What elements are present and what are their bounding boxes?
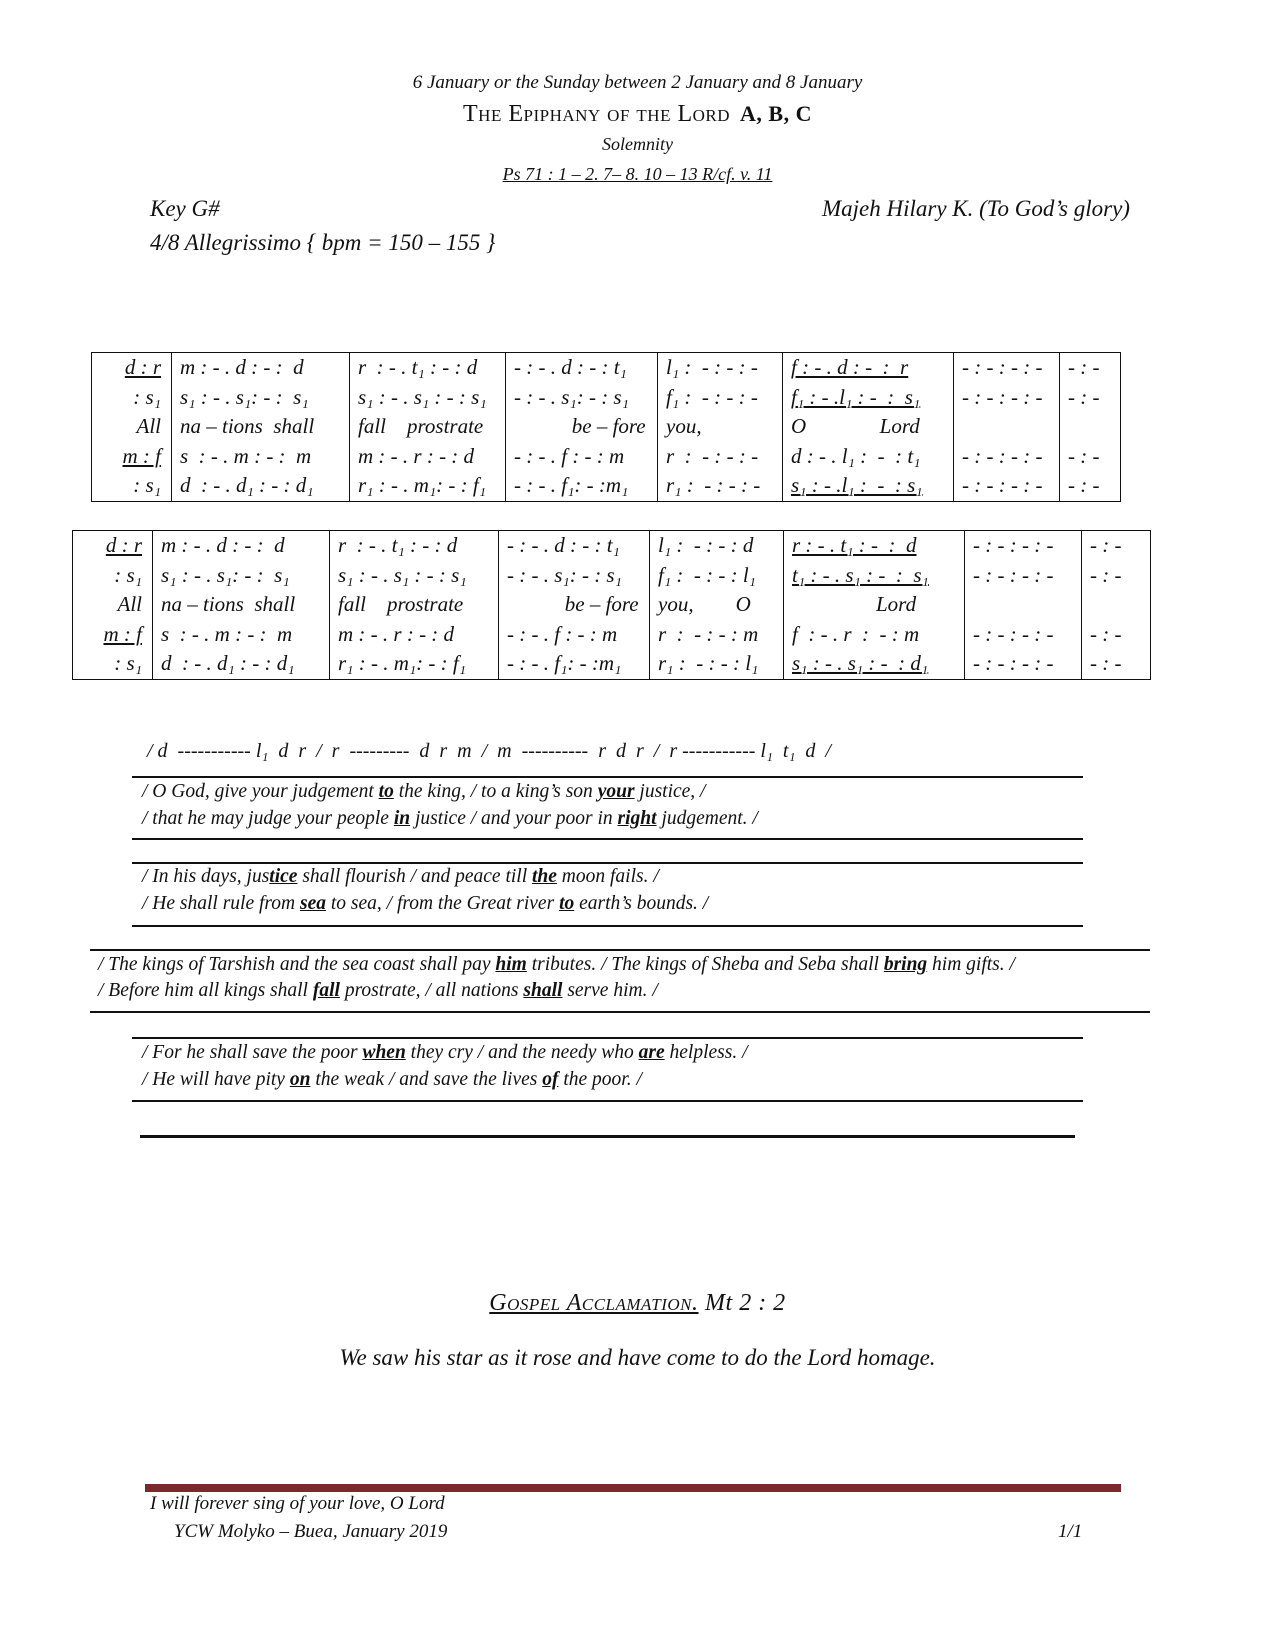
score-measure [153, 531, 330, 680]
lyric-syllables: All [117, 592, 142, 616]
staff-rule [140, 1135, 1075, 1138]
solfa-notes: t₁ : - . s₁ : - : s₁ [792, 562, 929, 587]
score-measure [1082, 531, 1151, 680]
verse-text: tributes. / The kings of Sheba and Seba shall [526, 954, 884, 975]
solfa-notes: - : - . f : - : m [514, 443, 625, 468]
staff-rule [132, 838, 1083, 840]
solfa-notes: : s₁ [122, 384, 161, 409]
feast-name: The Epiphany of the Lord [463, 101, 731, 127]
lyric-syllables [1068, 412, 1120, 442]
solfa-notes: - : - : - : - [962, 473, 1043, 497]
accented-word: sea [299, 893, 326, 914]
solfa-notes: - : - [1068, 384, 1100, 409]
accented-word: your [597, 781, 635, 802]
solfa-notes: s : - . m : - : m [161, 621, 293, 646]
verse-text: serve him. / [562, 980, 658, 1001]
psalm-reference [0, 164, 1275, 185]
verse-text: / He will have pity [142, 1069, 290, 1090]
solfa-notes: : s₁ [122, 473, 161, 497]
footer-source: YCW Molyko – Buea, January 2019 [174, 1521, 448, 1542]
solfa-notes: r : - . t₁ : - : d [358, 355, 478, 379]
solfa-notes: d : r [105, 533, 142, 557]
footer-motto: I will forever sing of your love, O Lord [150, 1493, 445, 1514]
score-measure [965, 531, 1082, 680]
solfa-notes: - : - . f : - : m [507, 621, 618, 646]
solfa-notes: m : f [122, 443, 161, 468]
score-measure [783, 353, 954, 502]
lyric-syllables: you, O [658, 592, 751, 616]
lyric-syllables: be – fore [507, 592, 639, 616]
solfa-notes: - : - [1090, 651, 1122, 675]
accented-word: when [362, 1042, 406, 1063]
solfa-notes: - : - [1068, 473, 1100, 497]
verse-line [142, 890, 708, 917]
gospel-acclamation-text: We saw his star as it rose and have come to do the Lord homage. [339, 1345, 936, 1370]
solfa-notes: - : - : - : - [973, 621, 1054, 646]
lyric-syllables: na – tions shall [161, 592, 296, 616]
psalm-reference-text: Ps 71 : 1 – 2. 7– 8. 10 – 13 R/cf. v. 11 [502, 164, 773, 184]
accented-word: right [617, 808, 657, 829]
solfa-notes: s₁ : - . s₁ : - : s₁ [358, 384, 487, 409]
verse-text: him gifts. / [927, 954, 1015, 975]
score-measure [650, 531, 784, 680]
score-measure [784, 531, 965, 680]
accented-word: of [542, 1069, 559, 1090]
accented-word: the [532, 866, 557, 887]
solfa-notes: m : f [103, 621, 142, 646]
solfa-notes: - : - . s₁: - : s₁ [514, 384, 629, 409]
verse-text: moon fails. / [556, 866, 659, 887]
feast-title [0, 101, 1275, 128]
tempo-marking: 4/8 Allegrissimo { bpm = 150 – 155 } [150, 230, 496, 255]
solfa-notes: - : - : - : - [973, 651, 1054, 675]
solfa-notes: - : - . s₁: - : s₁ [507, 562, 622, 587]
rank-line: Solemnity [602, 134, 673, 154]
accented-word: tice [269, 866, 298, 887]
staff-rule [132, 1100, 1083, 1102]
verse-text: / He shall rule from [142, 893, 300, 914]
accented-word: him [495, 954, 527, 975]
accented-word: are [638, 1042, 665, 1063]
solfa-notes: r : - : - : - [666, 443, 759, 468]
solfa-notes: - : - [1090, 533, 1122, 557]
lyric-syllables: you, [666, 414, 702, 438]
solfa-notes: f : - . r : - : m [792, 621, 920, 646]
score-measure [954, 353, 1060, 502]
lyric-syllables: O Lord [791, 414, 920, 438]
solfa-notes: m : - . d : - : d [180, 355, 304, 379]
verse-text: / In his days, jus [142, 866, 270, 887]
score-measure [506, 353, 658, 502]
solfa-notes: - : - : - : - [973, 562, 1054, 587]
solfa-notes: m : - . r : - : d [358, 443, 475, 468]
solfa-notes: f₁ : - : - : l₁ [658, 562, 756, 587]
accented-word: fall [312, 980, 340, 1001]
footer-divider [145, 1484, 1121, 1492]
solfa-notes: r : - . t₁ : - : d [338, 533, 458, 557]
verse-text: prostrate, / all nations [339, 980, 524, 1001]
score-measure [330, 531, 499, 680]
lyric-syllables: fall prostrate [358, 414, 484, 438]
accented-word: to [559, 893, 575, 914]
accented-word: to [378, 781, 394, 802]
staff-rule [90, 1011, 1150, 1013]
chant-tone-line: / d ----------- l₁ d r / r --------- d r m / m ---------- r d r / r ----------- l₁ t₁ d / [147, 740, 831, 762]
verse-text: they cry / and the needy who [405, 1042, 639, 1063]
score-measure [658, 353, 783, 502]
score-table-1 [91, 352, 1121, 502]
verse-text: to sea, / from the Great river [325, 893, 560, 914]
verse-line [98, 977, 658, 1004]
lyric-syllables [962, 412, 1059, 442]
gospel-title-text: Gospel Acclamation. [489, 1290, 699, 1316]
solfa-notes: - : - [1090, 621, 1122, 646]
verse-text: the poor. / [558, 1069, 642, 1090]
page-number: 1/1 [1058, 1521, 1083, 1542]
lyric-syllables: na – tions shall [180, 414, 315, 438]
score-measure [92, 353, 172, 502]
solfa-notes: r₁ : - : - : - [666, 473, 761, 497]
solfa-notes: - : - . d : - : t₁ [507, 533, 620, 557]
solfa-notes: f₁ : - .l₁ : - : s₁ [791, 384, 921, 409]
solfa-notes: - : - : - : - [962, 384, 1043, 409]
staff-rule [132, 925, 1083, 927]
lyric-syllables [1090, 590, 1150, 620]
accented-word: shall [523, 980, 563, 1001]
score-measure [172, 353, 350, 502]
verse-line [142, 805, 758, 832]
solfa-notes: d : r [124, 355, 161, 379]
verse-text: / O God, give your judgement [142, 781, 379, 802]
lyric-syllables: All [136, 414, 161, 438]
solfa-notes: - : - [1068, 443, 1100, 468]
solfa-notes: f₁ : - : - : - [666, 384, 758, 409]
solfa-notes: : s₁ [103, 651, 142, 675]
verse-text: / that he may judge your people [142, 808, 394, 829]
verse-text: the weak / and save the lives [310, 1069, 543, 1090]
solfa-notes: - : - : - : - [962, 355, 1043, 379]
score-measure [1060, 353, 1121, 502]
solfa-notes: r : - . t₁ : - : d [792, 533, 917, 557]
occasion-line: 6 January or the Sunday between 2 January and 8 January [412, 72, 863, 93]
composer-credit: Majeh Hilary K. (To God’s glory) [822, 196, 1130, 221]
solfa-notes: - : - . f₁: - :m₁ [507, 651, 622, 675]
solfa-notes: s₁ : - .l₁ : - : s₁ [791, 473, 923, 497]
verse-text: justice / and your poor in [410, 808, 618, 829]
solfa-notes: r₁ : - : - : l₁ [658, 651, 759, 675]
verse-line [98, 951, 1015, 978]
solfa-notes: m : - . d : - : d [161, 533, 285, 557]
verse-line [142, 1066, 642, 1093]
verse-text: / For he shall save the poor [142, 1042, 363, 1063]
solfa-notes: r₁ : - . m₁: - : f₁ [358, 473, 487, 497]
solfa-notes: s₁ : - . s₁: - : s₁ [180, 384, 309, 409]
gospel-acclamation-title [0, 1290, 1275, 1317]
score-measure [350, 353, 506, 502]
key-signature: Key G# [150, 196, 220, 221]
solfa-notes: s₁ : - . s₁ : - : s₁ [338, 562, 467, 587]
accented-word: in [393, 808, 411, 829]
verse-text: shall flourish / and peace till [297, 866, 532, 887]
solfa-notes: - : - [1090, 562, 1122, 587]
solfa-notes: d : - . l₁ : - : t₁ [791, 443, 921, 468]
solfa-notes: - : - [1068, 355, 1100, 379]
verse-text: judgement. / [656, 808, 758, 829]
solfa-notes: s : - . m : - : m [180, 443, 312, 468]
verse-text: / Before him all kings shall [98, 980, 313, 1001]
verse-line [142, 1039, 748, 1066]
verse-line [142, 863, 659, 890]
verse-text: earth’s bounds. / [574, 893, 709, 914]
solfa-notes: - : - : - : - [962, 443, 1043, 468]
solfa-notes: s₁ : - . s₁: - : s₁ [161, 562, 290, 587]
gospel-reference: Mt 2 : 2 [705, 1290, 786, 1316]
lyric-syllables: Lord [792, 592, 917, 616]
score-measure [73, 531, 153, 680]
liturgical-years: A, B, C [740, 101, 812, 126]
solfa-notes: s₁ : - . s₁ : - : d₁ [792, 651, 929, 675]
score-measure [499, 531, 650, 680]
score-table-2 [72, 530, 1151, 680]
verse-text: the king, / to a king’s son [393, 781, 598, 802]
lyric-syllables: be – fore [514, 414, 646, 438]
lyric-syllables: fall prostrate [338, 592, 464, 616]
solfa-notes: r : - : - : m [658, 621, 759, 646]
verse-text: / The kings of Tarshish and the sea coast shall pay [98, 954, 496, 975]
verse-line [142, 778, 705, 805]
solfa-notes: - : - : - : - [973, 533, 1054, 557]
solfa-notes: d : - . d₁ : - : d₁ [161, 651, 295, 675]
solfa-notes: l₁ : - : - : - [666, 355, 758, 379]
solfa-notes: l₁ : - : - : d [658, 533, 754, 557]
solfa-notes: - : - . f₁: - :m₁ [514, 473, 629, 497]
solfa-notes: - : - . d : - : t₁ [514, 355, 627, 379]
accented-word: bring [883, 954, 928, 975]
solfa-notes: d : - . d₁ : - : d₁ [180, 473, 314, 497]
verse-text: justice, / [634, 781, 706, 802]
solfa-notes: m : - . r : - : d [338, 621, 455, 646]
solfa-notes: r₁ : - . m₁: - : f₁ [338, 651, 467, 675]
solfa-notes: f : - . d : - : r [791, 355, 909, 379]
solfa-notes: : s₁ [103, 562, 142, 587]
lyric-syllables [973, 590, 1081, 620]
verse-text: helpless. / [664, 1042, 748, 1063]
accented-word: on [289, 1069, 311, 1090]
